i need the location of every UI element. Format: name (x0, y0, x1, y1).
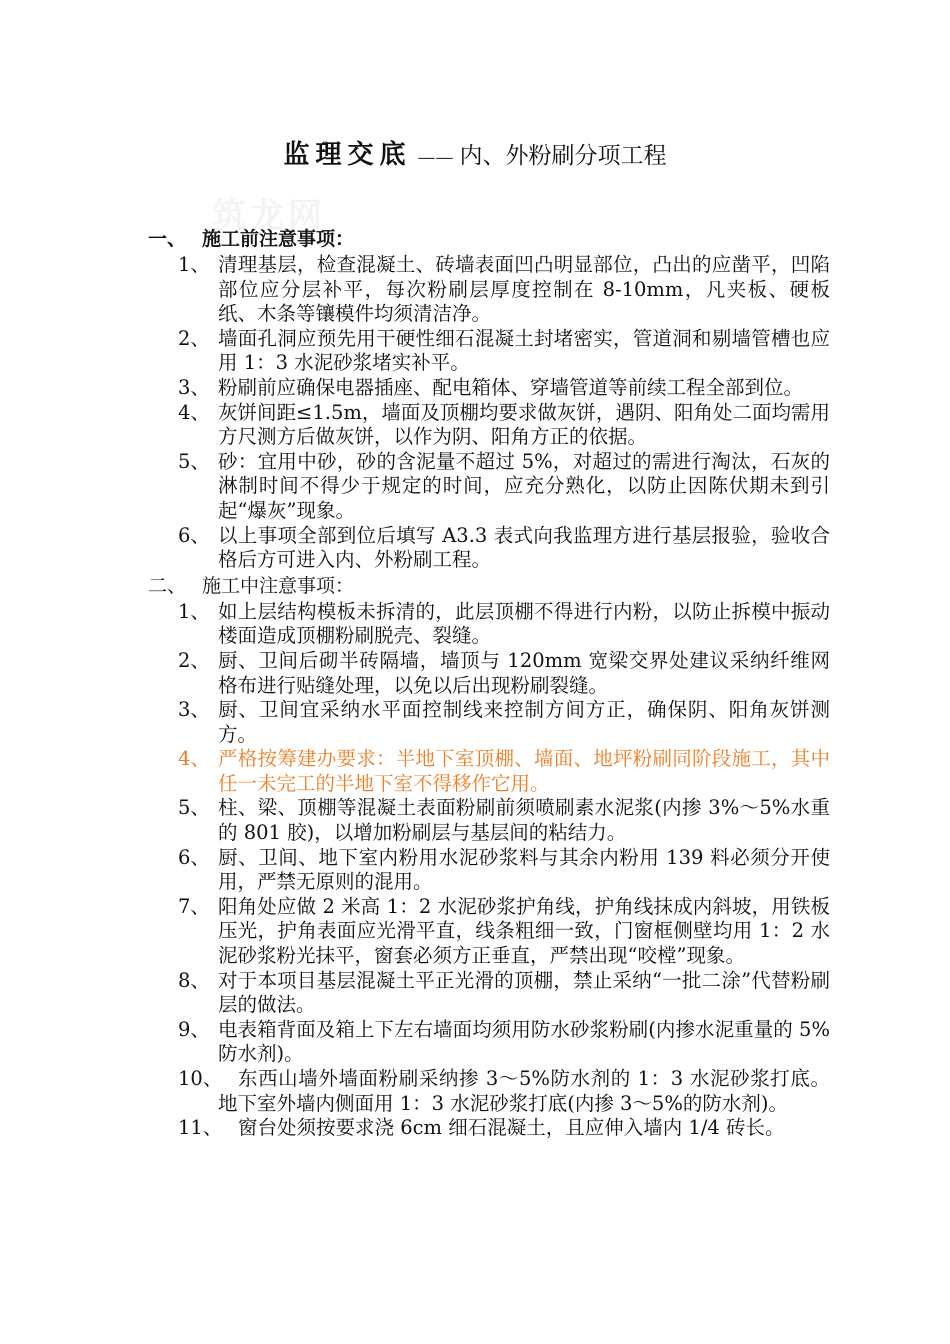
list-item-text: 厨、卫间后砌半砖隔墙，墙顶与 120mm 宽梁交界处建议采纳纤维网格布进行贴缝处理，以免以后出现粉刷裂缝。 (218, 648, 830, 697)
section-title: 施工前注意事项： (202, 228, 355, 250)
section-number: 一、 (148, 228, 187, 250)
title-dash: —— (417, 147, 454, 168)
list-item-text: 如上层结构模板未拆清的，此层顶棚不得进行内粉，以防止拆模中振动楼面造成顶棚粉刷脱壳、裂缝。 (218, 599, 830, 648)
list-item-number: 2、 (178, 648, 210, 672)
document-title (0, 134, 950, 171)
list-item (0, 450, 950, 524)
list-item (0, 327, 950, 376)
list-item (0, 698, 950, 747)
section-title: 施工中注意事项： (202, 574, 355, 597)
list-item (0, 969, 950, 1018)
list-item (0, 1067, 950, 1116)
list-item (0, 846, 950, 895)
title-main: 监理交底 (283, 140, 412, 170)
list-item-number: 11、 (178, 1116, 223, 1140)
list-item-number: 1、 (178, 599, 210, 623)
list-item (0, 600, 950, 649)
document-body (0, 226, 950, 1141)
list-item-text: 砂：宜用中砂，砂的含泥量不超过 5%，对超过的需进行淘汰，石灰的淋制时间不得少于规定的时间，应充分熟化，以防止因陈伏期未到引起“爆灰”现象。 (218, 449, 830, 522)
list-item-number: 2、 (178, 326, 210, 350)
list-item-number: 3、 (178, 698, 210, 722)
list-item-text: 灰饼间距≤1.5m，墙面及顶棚均要求做灰饼，遇阴、阳角处二面均需用方尺测方后做灰饼，以作为阴、阳角方正的依据。 (218, 400, 830, 449)
list-item-text: 柱、梁、顶棚等混凝土表面粉刷前须喷刷素水泥浆(内掺 3%～5%水重的 801 胶)，以增加粉刷层与基层间的粘结力。 (218, 796, 830, 845)
list-item (0, 1116, 950, 1141)
list-item-number: 7、 (178, 894, 210, 918)
list-item-text: 清理基层，检查混凝土、砖墙表面凹凸明显部位，凸出的应凿平，凹陷部位应分层补平，每次粉刷层厚度控制在 8-10mm，凡夹板、硬板纸、木条等镶模件均须清洁净。 (218, 253, 830, 326)
list-item-text: 厨、卫间宜采纳水平面控制线来控制方间方正，确保阴、阳角灰饼测方。 (218, 698, 830, 746)
list-item-text: 以上事项全部到位后填写 A3.3 表式向我监理方进行基层报验，验收合格后方可进入内、外粉刷工程。 (218, 523, 830, 572)
list-item (0, 1018, 950, 1067)
list-item-number: 5、 (178, 449, 210, 473)
list-item-number: 5、 (178, 796, 210, 820)
list-item-text: 厨、卫间、地下室内粉用水泥砂浆料与其余内粉用 139 料必须分开使用，严禁无原则的混用。 (218, 845, 830, 894)
list-item-text: 对于本项目基层混凝土平正光滑的顶棚，禁止采纳“一批二涂”代替粉刷层的做法。 (218, 968, 830, 1017)
list-item-number: 4、 (178, 747, 210, 771)
list-item-text: 窗台处须按要求浇 6cm 细石混凝土，且应伸入墙内 1/4 砖长。 (238, 1116, 785, 1140)
list-item (0, 376, 950, 401)
list-item-number: 10、 (178, 1067, 223, 1090)
list-item-number: 9、 (178, 1017, 210, 1041)
list-item (0, 747, 950, 796)
list-item (0, 649, 950, 698)
list-item-number: 1、 (178, 253, 210, 276)
title-subtitle: 内、外粉刷分项工程 (459, 143, 667, 169)
watermark: 筑龙网 (212, 196, 326, 236)
list-item (0, 524, 950, 573)
list-item-text: 电表箱背面及箱上下左右墙面均须用防水砂浆粉刷(内掺水泥重量的 5%防水剂)。 (218, 1017, 830, 1066)
list-item-text: 东西山墙外墙面粉刷采纳掺 3～5%防水剂的 1：3 水泥砂浆打底。地下室外墙内侧面用 1：3 水泥砂浆打底(内掺 3～5%的防水剂)。 (218, 1067, 830, 1115)
list-item (0, 253, 950, 327)
list-item-text: 粉刷前应确保电器插座、配电箱体、穿墙管道等前续工程全部到位。 (218, 375, 804, 399)
list-item-number: 6、 (178, 845, 210, 869)
list-item-number: 8、 (178, 968, 210, 992)
list-item-number: 3、 (178, 375, 210, 399)
list-item-number: 4、 (178, 400, 210, 424)
list-item (0, 895, 950, 969)
section-number: 二、 (148, 574, 187, 597)
list-item-text: 墙面孔洞应预先用干硬性细石混凝土封堵密实，管道洞和剔墙管槽也应用 1：3 水泥砂浆堵实补平。 (218, 326, 830, 375)
list-item-text: 严格按筹建办要求：半地下室顶棚、墙面、地坪粉刷同阶段施工，其中任一未完工的半地下室不得移作它用。 (218, 747, 830, 795)
list-item-text: 阳角处应做 2 米高 1：2 水泥砂浆护角线，护角线抹成内斜坡，用铁板压光，护角表面应光滑平直，线条粗细一致，门窗框侧壁均用 1：2 水泥砂浆粉光抹平，窗套必须方正垂直，严禁出现“咬樘”现象。 (218, 894, 830, 968)
list-item (0, 796, 950, 845)
section-heading (0, 226, 950, 253)
list-item (0, 401, 950, 450)
list-item-number: 6、 (178, 523, 210, 547)
section-heading (0, 573, 950, 600)
